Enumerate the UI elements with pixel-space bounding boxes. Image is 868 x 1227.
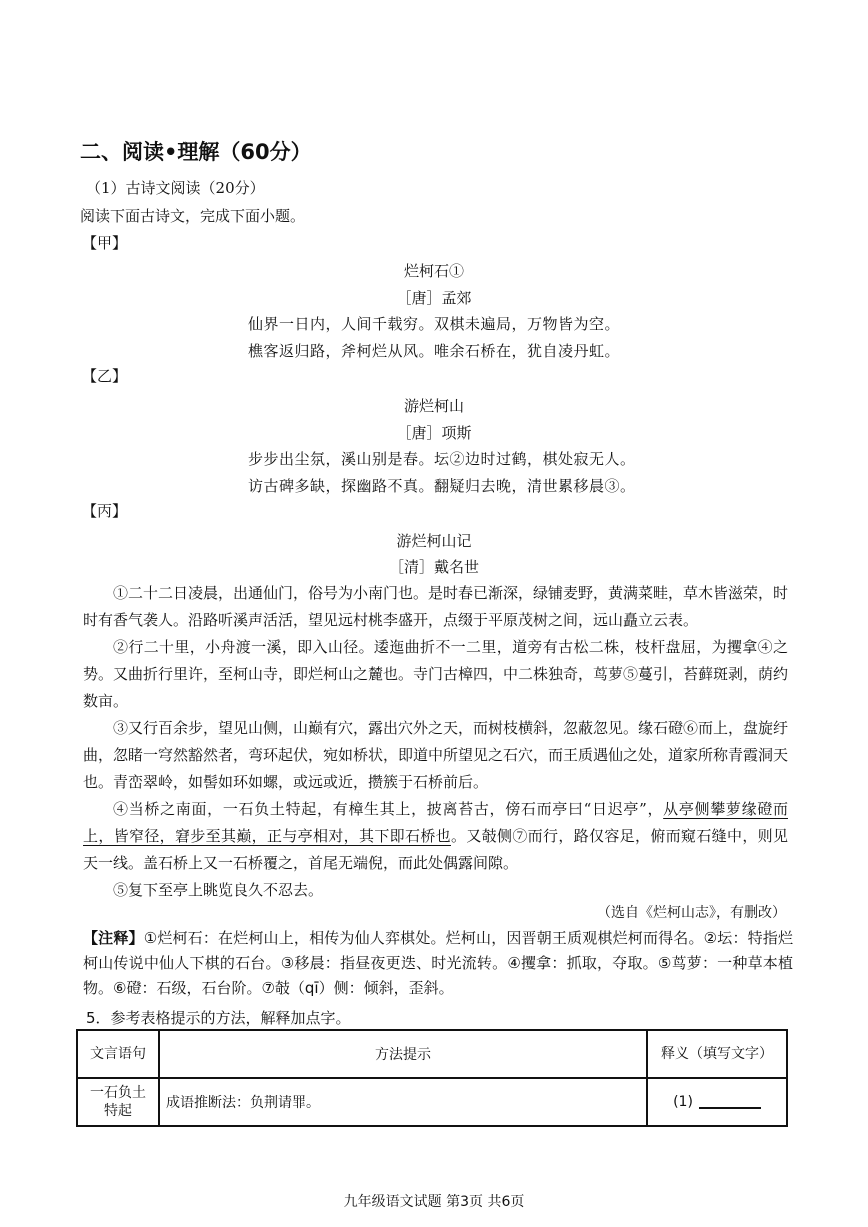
cell-method: 成语推断法：负荆请罪。 xyxy=(159,1078,647,1126)
question-5: 5．参考表格提示的方法，解释加点字。 xyxy=(86,1009,351,1027)
essay-paragraph-1: ①二十二日凌晨，出通仙门，俗号为小南门也。是时春已渐深，绿铺麦野，黄满菜畦，草木皆滋荣，时时有香气袭人。沿路听溪声活活，望见远村桃李盛开，点缀于平原茂树之间，远山矗立云表。 xyxy=(83,584,789,629)
label-jia: 【甲】 xyxy=(82,234,128,252)
source-citation: （选自《烂柯山志》，有删改） xyxy=(597,905,786,921)
poem-line: 访古碑多缺，探幽路不真。翻疑归去晚，清世累移晨③。 xyxy=(248,477,636,495)
annotation-notes xyxy=(83,926,793,1001)
instruction-text: 阅读下面古诗文，完成下面小题。 xyxy=(80,207,306,225)
essay-author-bing: ［清］戴名世 xyxy=(388,558,479,576)
poem-author-yi: ［唐］项斯 xyxy=(396,424,472,442)
poem-title-yi: 游烂柯山 xyxy=(403,397,464,415)
sub-section-title: （1）古诗文阅读（20分） xyxy=(86,179,265,197)
answer-label: (1) xyxy=(673,1094,693,1110)
table-row xyxy=(77,1078,787,1126)
header-method: 方法提示 xyxy=(159,1030,647,1078)
notes-label: 【注释】 xyxy=(83,929,144,947)
label-yi: 【乙】 xyxy=(82,367,128,385)
cell-answer[interactable] xyxy=(647,1078,787,1126)
table-header-row xyxy=(77,1030,787,1078)
paragraph-4-start: ④当桥之南面，一石负土特起，有樟生其上，披离苔古，傍石而亭曰“日迟亭”， xyxy=(113,800,664,818)
label-bing: 【丙】 xyxy=(82,502,128,520)
underlined-sentence: 从亭侧攀萝缘磴而上，皆窄径，窘步至其巅，正与亭相对，其下即石桥也 xyxy=(83,800,788,845)
answer-table xyxy=(76,1029,788,1127)
essay-paragraph-5: ⑤复下至亭上眺览良久不忍去。 xyxy=(113,881,324,899)
header-sentence: 文言语句 xyxy=(77,1030,159,1078)
notes-text: ①烂柯石：在烂柯山上，相传为仙人弈棋处。烂柯山，因晋朝王质观棋烂柯而得名。②坛：特指烂柯山传说中仙人下棋的石台。③移晨：指昼夜更迭、时光流转。④攫拿：抓取，夺取。⑤茑萝：一种草本植物。⑥磴：石级，石台阶。⑦攲（qī）侧：倾斜，歪斜。 xyxy=(83,929,793,997)
essay-title-bing: 游烂柯山记 xyxy=(396,532,472,550)
essay-paragraph-2: ②行二十里，小舟渡一溪，即入山径。逶迤曲折不一二里，道旁有古松二株，枝杆盘屈，为攫拿④之势。又曲折行里许，至柯山寺，即烂柯山之麓也。寺门古樟四，中二株独奇，茑萝⑤蔓引，苔藓斑剥，荫约数亩。 xyxy=(83,638,789,710)
essay-paragraph-3: ③又行百余步，望见山侧，山巅有穴，露出穴外之天，而树枝横斜，忽蔽忽见。缘石磴⑥而上，盘旋纡曲，忽睹一穹然豁然者，弯环起伏，宛如桥状，即道中所望见之石穴，而王质遇仙之处，道家所称青霞洞天也。青峦翠岭，如髻如环如螺，或远或近，攒簇于石桥前后。 xyxy=(83,719,789,791)
essay-body xyxy=(83,580,788,904)
header-meaning: 释义（填写文字） xyxy=(647,1030,787,1078)
section-title: 二、阅读•理解（60分） xyxy=(80,140,312,164)
answer-blank[interactable] xyxy=(699,1095,761,1109)
cell-sentence: 一石负土特起 xyxy=(77,1078,159,1126)
poem-line: 樵客返归路，斧柯烂从风。唯余石桥在，犹自凌丹虹。 xyxy=(248,342,621,360)
poem-title-jia: 烂柯石① xyxy=(403,262,464,280)
essay-paragraph-4 xyxy=(83,796,788,877)
paragraph-4-end: 。又攲侧⑦而行，路仅容足，俯而窥石缝中，则见天一线。盖石桥上又一石桥覆之，首尾无端倪，而此处偶露间隙。 xyxy=(83,827,788,872)
poem-line: 步步出尘氛，溪山别是春。坛②边时过鹤，棋处寂无人。 xyxy=(248,450,636,468)
poem-line: 仙界一日内，人间千载穷。双棋未遍局，万物皆为空。 xyxy=(248,315,621,333)
poem-author-jia: ［唐］孟郊 xyxy=(396,289,472,307)
page-footer: 九年级语文试题 第3页 共6页 xyxy=(343,1194,525,1210)
